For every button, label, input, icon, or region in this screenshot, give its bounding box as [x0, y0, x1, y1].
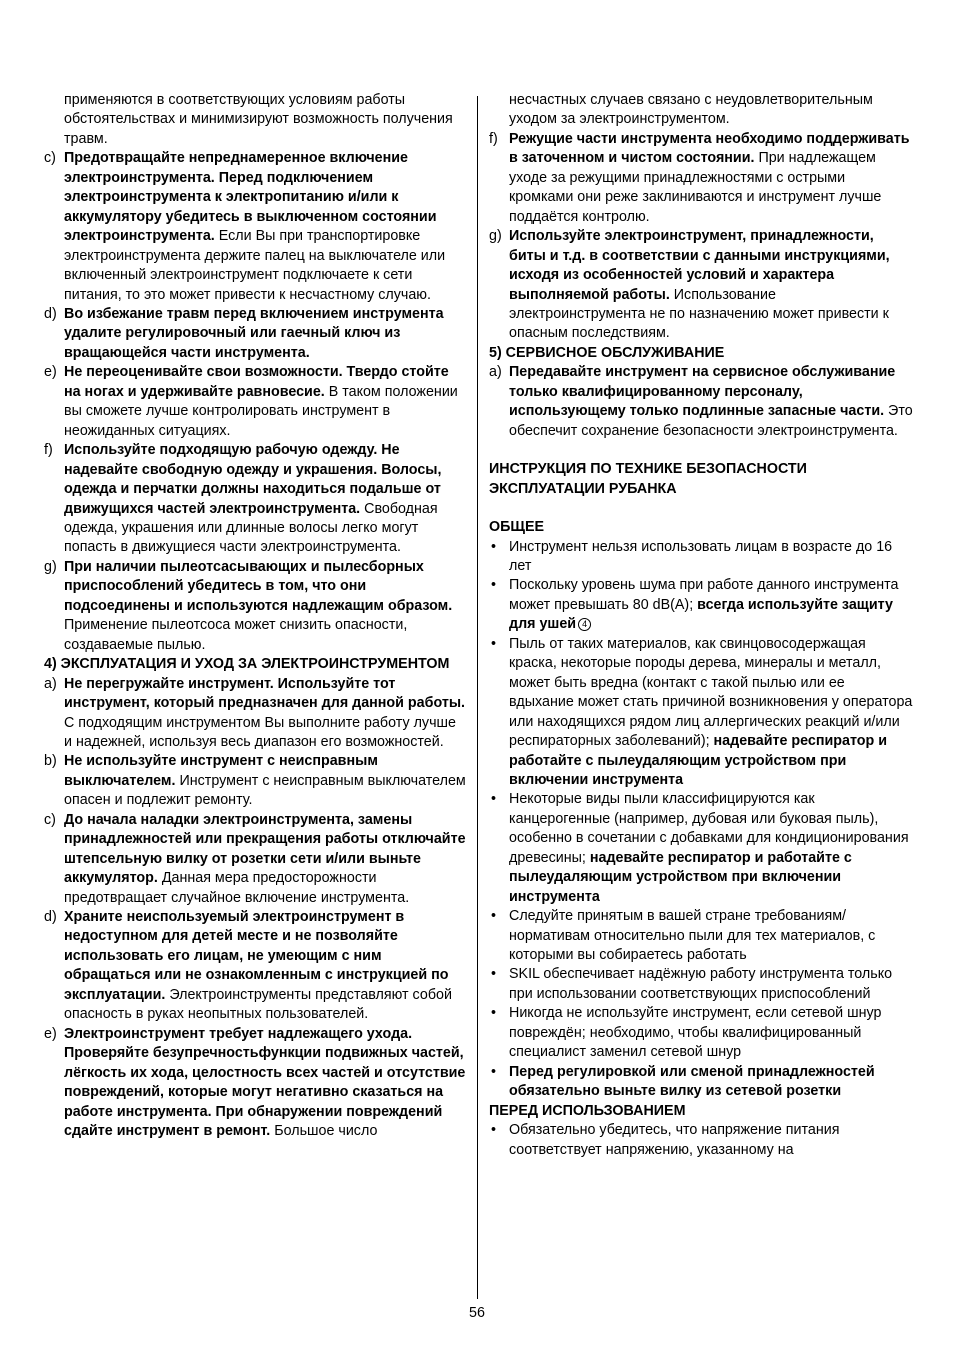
- right-items-group-a: [489, 130, 913, 344]
- item-bold-text: Предотвращайте непреднамеренное включение электроинструмента. Перед подключением электроинструмента к электропитанию и/или к аккумулятору убедитесь в выключенном состоянии электроинструмента.: [64, 150, 437, 245]
- section-4-heading: [44, 655, 466, 674]
- before-use-bullet-list: [489, 1121, 913, 1160]
- bullet-text: Пыль от таких материалов, как свинцовосодержащая краска, некоторые породы дерева, минералы и металл, может быть вредна (контакт с такой пылью или ее вдыхание может стать причиной возникновения у оператора или находящихся рядом лиц аллергических реакций и/или респираторных заболеваний);: [509, 635, 913, 750]
- bullet-text: Инструмент нельзя использовать лицам в возрасте до 16 лет: [509, 538, 893, 574]
- bullet-marker: •: [491, 635, 497, 652]
- right-items-group-b: [489, 363, 913, 441]
- bullet-item: [489, 1004, 913, 1062]
- bullet-marker: •: [491, 966, 497, 983]
- item-marker: c): [44, 811, 56, 828]
- item-marker: f): [489, 130, 498, 147]
- item-text: Это обеспечит сохранение безопасности электроинструмента.: [509, 403, 913, 439]
- bullet-marker: •: [491, 908, 497, 925]
- bullet-item: [489, 907, 913, 965]
- bullet-item: [489, 576, 913, 634]
- right-column: [489, 91, 913, 1160]
- item-bold-text: Режущие части инструмента необходимо поддерживать в заточенном и чистом состоянии.: [509, 130, 910, 167]
- list-item: [44, 149, 466, 305]
- list-item: [489, 363, 913, 441]
- list-item: [44, 363, 466, 441]
- continuation-paragraph: несчастных случаев связано с неудовлетворительным уходом за электроинструментом.: [509, 92, 873, 128]
- left-items-group-b: [44, 675, 466, 1142]
- bullet-item: [489, 1121, 913, 1160]
- item-bold-text: До начала наладки электроинструмента, замены принадлежностей или прекращения работы отключайте штепсельную вилку от розетки сети и/или выньте аккумулятор.: [64, 811, 466, 887]
- spacer: [489, 441, 913, 460]
- list-item: [44, 441, 466, 558]
- bullet-marker: •: [491, 1063, 497, 1080]
- bullet-marker: •: [491, 1005, 497, 1022]
- item-bold-text: Используйте электроинструмент, принадлежности, биты и т.д. в соответствии с данными инструкциями, исходя из особенностей условий и характера выполняемой работы.: [509, 228, 890, 303]
- item-bold-text: Не перегружайте инструмент. Используйте тот инструмент, который предназначен для данной работы.: [64, 675, 466, 712]
- bullet-bold-text: надевайте респиратор и работайте с пылеудаляющим устройством при включении инструмента: [509, 733, 888, 788]
- item-text: Если Вы при транспортировке электроинструмента держите палец на выключателе или включенный электроинструмент подключаете к сети питания, то это может привести к несчастному случаю.: [64, 228, 446, 303]
- item-bold-text: Храните неиспользуемый электроинструмент в недоступном для детей месте и не позволяйте использовать его лицам, не умеющим с ним обращаться или не ознакомленным с инструкцией по эксплуатации.: [64, 909, 449, 1003]
- spacer: [489, 499, 913, 518]
- figure-reference-icon: 4: [578, 618, 591, 631]
- item-bold-text: Передавайте инструмент на сервисное обслуживание только квалифицированному персоналу, использующему только подлинные запасные части.: [509, 364, 896, 420]
- item-bold-text: Не используйте инструмент с неисправным выключателем.: [64, 753, 378, 789]
- instructions-title: ИНСТРУКЦИЯ ПО ТЕХНИКЕ БЕЗОПАСНОСТИ ЭКСПЛУАТАЦИИ РУБАНКА: [489, 461, 807, 497]
- bullet-text: Следуйте принятым в вашей стране требованиям/нормативам относительно пыли для тех материалов, с которыми вы собираетесь работать: [509, 908, 876, 964]
- list-item: [489, 130, 913, 227]
- item-text: С подходящим инструментом Вы выполните работу лучше и надежней, используя весь диапазон его возможностей.: [64, 714, 456, 750]
- item-marker: e): [44, 364, 57, 381]
- item-text: Применение пылеотсоса может снизить опасности, создаваемые пылью.: [64, 617, 408, 653]
- item-text: Данная мера предосторожности предотвращает случайное включение инструмента.: [64, 870, 410, 906]
- left-items-group-a: [44, 149, 466, 655]
- section-5-heading: 5) СЕРВИСНОЕ ОБСЛУЖИВАНИЕ: [489, 344, 725, 361]
- column-divider: [477, 96, 478, 1299]
- bullet-item: [489, 635, 913, 791]
- item-text: Инструмент с неисправным выключателем опасен и подлежит ремонту.: [64, 772, 466, 809]
- list-item: [44, 305, 466, 363]
- item-marker: g): [489, 228, 502, 245]
- list-item: [44, 752, 466, 810]
- item-text: Свободная одежда, украшения или длинные волосы легко могут попасть в движущиеся части электроинструмента.: [64, 500, 438, 556]
- bullet-text: Никогда не используйте инструмент, если сетевой шнур повреждён; необходимо, чтобы квалифицированный специалист заменил сетевой шнур: [509, 1005, 882, 1061]
- item-bold-text: При наличии пылеотсасывающих и пылесборных приспособлений убедитесь в том, что они подсоединены и используются надлежащим образом.: [64, 558, 453, 614]
- list-item: [44, 558, 466, 655]
- bullet-marker: •: [491, 791, 497, 808]
- bullet-text: SKIL обеспечивает надёжную работу инструмента только при использовании соответствующих приспособлений: [509, 966, 893, 1002]
- item-text: Большое число: [270, 1123, 378, 1140]
- bullet-bold-text: Перед регулировкой или сменой принадлежностей обязательно выньте вилку из сетевой розетки: [509, 1063, 875, 1100]
- section-4-heading-text: 4) ЭКСПЛУАТАЦИЯ И УХОД ЗА ЭЛЕКТРОИНСТРУМЕНТОМ: [44, 656, 450, 673]
- item-marker: d): [44, 305, 57, 322]
- item-marker: c): [44, 150, 56, 167]
- item-text: Использование электроинструмента не по назначению может привести к опасным последствиям.: [509, 286, 889, 342]
- bullet-marker: •: [491, 577, 497, 594]
- item-marker: f): [44, 442, 53, 459]
- list-item: [44, 811, 466, 908]
- left-column: [44, 91, 466, 1141]
- item-text: В таком положении вы сможете лучше контролировать инструмент в неожиданных ситуациях.: [64, 383, 458, 439]
- item-marker: a): [489, 364, 502, 381]
- bullet-marker: •: [491, 538, 497, 555]
- bullet-item: [489, 790, 913, 907]
- item-marker: a): [44, 675, 57, 692]
- item-marker: g): [44, 558, 57, 575]
- page-number: 56: [469, 1305, 485, 1321]
- item-bold-text: Не переоценивайте свои возможности. Твердо стойте на ногах и удерживайте равновесие.: [64, 364, 449, 400]
- bullet-item: [489, 538, 913, 577]
- bullet-text: Поскольку уровень шума при работе данного инструмента может превышать 80 dB(A);: [509, 577, 899, 613]
- before-use-title: ПЕРЕД ИСПОЛЬЗОВАНИЕМ: [489, 1102, 686, 1119]
- bullet-text: Обязательно убедитесь, что напряжение питания соответствует напряжению, указанному на: [509, 1122, 840, 1158]
- item-bold-text: Электроинструмент требует надлежащего ухода. Проверяйте безупречностьфункции подвижных частей, лёгкость их хода, целостность всех частей и отсутствие повреждений, которые могут негативно сказаться на работе инструмента. При обнаружении повреждений сдайте инструмент в ремонт.: [64, 1025, 466, 1140]
- list-item: [44, 1025, 466, 1142]
- list-item: [44, 908, 466, 1025]
- general-bullet-list: [489, 538, 913, 1102]
- item-bold-text: Используйте подходящую рабочую одежду. Не надевайте свободную одежду и украшения. Волосы, одежда и перчатки должны находиться подальше от движущихся частей электроинструмента.: [64, 442, 442, 517]
- list-item: [489, 227, 913, 344]
- bullet-text: Некоторые виды пыли классифицируются как канцерогенные (например, дубовая или буковая пыль), особенно в сочетании с добавками для кондиционирования древесины;: [509, 791, 909, 866]
- item-text: Электроинструменты представляют собой опасность в руках неопытных пользователей.: [64, 986, 452, 1023]
- bullet-bold-text: всегда используйте защиту для ушей: [509, 596, 893, 633]
- item-marker: b): [44, 753, 57, 770]
- bullet-marker: •: [491, 1122, 497, 1139]
- item-text: При надлежащем уходе за режущими принадлежностями с острыми кромками они реже заклиниваются и инструмент лучше поддаётся контролю.: [509, 150, 882, 225]
- item-marker: d): [44, 909, 57, 926]
- bullet-item: [489, 965, 913, 1004]
- item-bold-text: Во избежание травм перед включением инструмента удалите регулировочный или гаечный ключ из вращающейся части инструмента.: [64, 305, 444, 361]
- bullet-item: [489, 1063, 913, 1102]
- list-item: [44, 675, 466, 753]
- bullet-bold-text: надевайте респиратор и работайте с пылеудаляющим устройством при включении инструмента: [509, 849, 852, 905]
- intro-paragraph: применяются в соответствующих условиям работы обстоятельствах и минимизируют возможность получения травм.: [64, 92, 453, 147]
- general-title: ОБЩЕЕ: [489, 519, 545, 536]
- item-marker: e): [44, 1025, 57, 1042]
